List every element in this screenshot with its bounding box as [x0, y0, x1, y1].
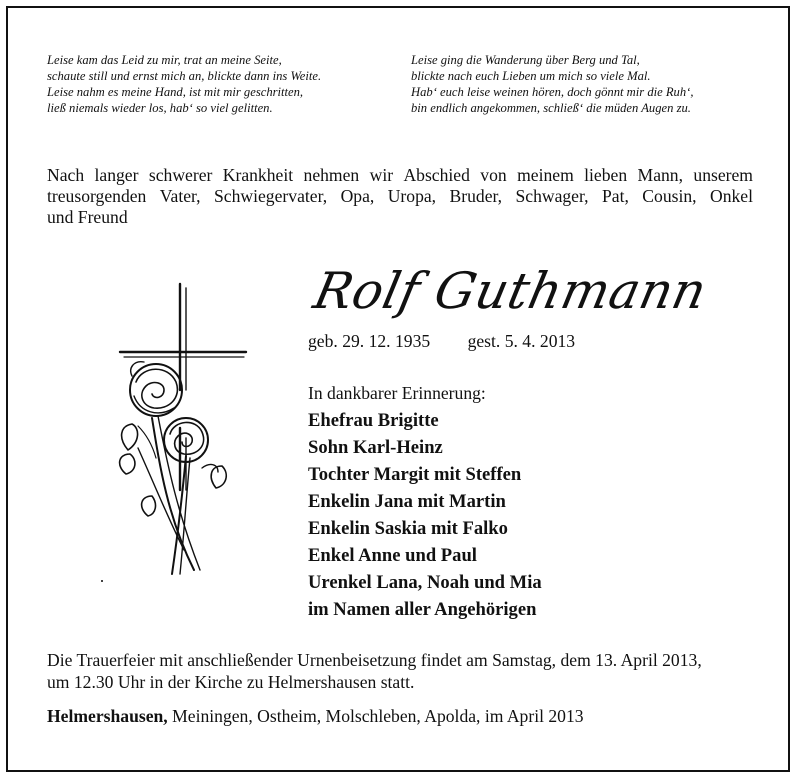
- intro-line: [47, 165, 753, 186]
- word: Uropa,: [387, 186, 437, 206]
- poem-line: Leise kam das Leid zu mir, trat an meine Seite,: [47, 53, 282, 67]
- mourner-entry: Enkel Anne und Paul: [308, 545, 477, 566]
- mourners-list: [308, 407, 542, 623]
- mourner-entry: Tochter Margit mit Steffen: [308, 464, 522, 485]
- word: langer: [94, 165, 139, 185]
- word: Abschied: [403, 165, 470, 185]
- life-dates: [308, 330, 575, 352]
- word: Bruder,: [449, 186, 503, 206]
- service-line: Die Trauerfeier mit anschließender Urnenbeisetzung findet am Samstag, dem 13. April 2013,: [47, 650, 702, 670]
- mourner-entry: Sohn Karl-Heinz: [308, 437, 443, 458]
- poem-line: Leise nahm es meine Hand, ist mit mir geschritten,: [47, 85, 304, 99]
- decorative-dot: [101, 580, 103, 582]
- poem-line: Hab‘ euch leise weinen hören, doch gönnt mir die Ruh‘,: [411, 85, 694, 99]
- word: Schwager,: [515, 186, 589, 206]
- word: wir: [369, 165, 394, 185]
- mourner-entry: Enkelin Jana mit Martin: [308, 491, 506, 512]
- service-details: [47, 649, 702, 693]
- mourner-entry: Urenkel Lana, Noah und Mia: [308, 572, 542, 593]
- word: lieben: [584, 165, 628, 185]
- mourner-entry: Enkelin Saskia mit Falko: [308, 518, 508, 539]
- intro-line: [47, 186, 753, 207]
- death-date: gest. 5. 4. 2013: [467, 331, 576, 351]
- poem-left: [47, 52, 321, 116]
- word: Pat,: [601, 186, 629, 206]
- other-places: Meiningen, Ostheim, Molschleben, Apolda, im April 2013: [167, 706, 584, 726]
- poem-line: bin endlich angekommen, schließ‘ die müden Augen zu.: [411, 101, 691, 115]
- intro-line: und Freund: [47, 207, 128, 227]
- word: Mann,: [637, 165, 683, 185]
- word: meinem: [517, 165, 574, 185]
- remembrance-heading: In dankbarer Erinnerung:: [308, 383, 486, 403]
- poem-line: ließ niemals wieder los, hab‘ so viel gelitten.: [47, 101, 273, 115]
- poem-line: blickte nach euch Lieben um mich so viele Mal.: [411, 69, 651, 83]
- mourner-entry: im Namen aller Angehörigen: [308, 599, 537, 620]
- deceased-name: Rolf Guthmann: [308, 262, 712, 320]
- word: Opa,: [340, 186, 375, 206]
- word: Schwiegervater,: [214, 186, 328, 206]
- poem-right: [411, 52, 693, 116]
- word: Vater,: [159, 186, 201, 206]
- service-line: um 12.30 Uhr in der Kirche zu Helmershausen statt.: [47, 672, 415, 692]
- mourner-entry: Ehefrau Brigitte: [308, 410, 439, 431]
- word: schwerer: [148, 165, 213, 185]
- word: Krankheit: [222, 165, 294, 185]
- word: unserem: [693, 165, 753, 185]
- birth-date: geb. 29. 12. 1935: [308, 331, 431, 351]
- word: Nach: [47, 165, 85, 185]
- word: Onkel: [709, 186, 753, 206]
- cross-with-roses-icon: [98, 278, 258, 578]
- poem-line: schaute still und ernst mich an, blickte dann ins Weite.: [47, 69, 322, 83]
- word: treusorgenden: [47, 186, 147, 206]
- main-place: Helmershausen,: [47, 706, 168, 726]
- farewell-intro: [47, 165, 753, 228]
- poem-line: Leise ging die Wanderung über Berg und Tal,: [411, 53, 640, 67]
- word: von: [480, 165, 507, 185]
- word: Cousin,: [642, 186, 697, 206]
- word: nehmen: [303, 165, 360, 185]
- places-and-date: [47, 705, 584, 727]
